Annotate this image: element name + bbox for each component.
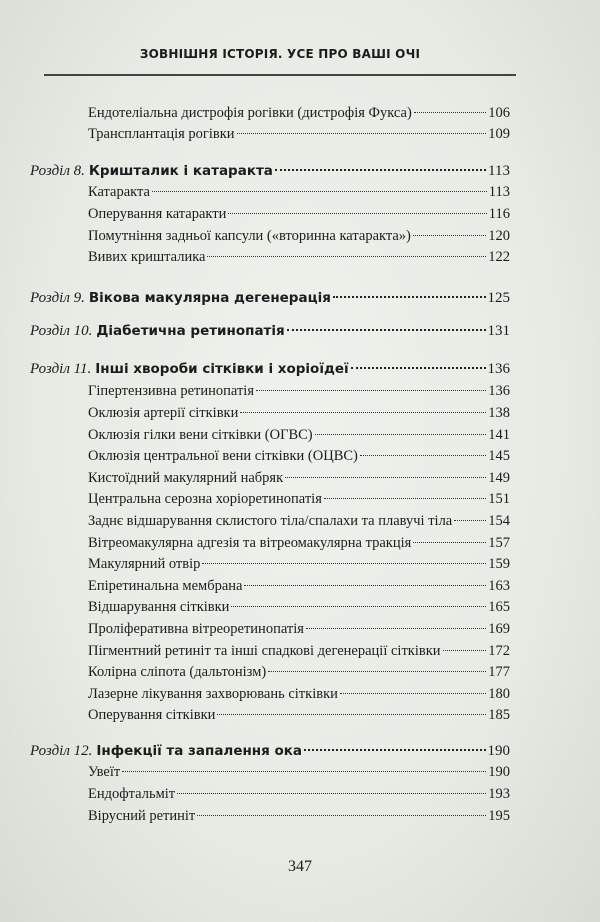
entry-title: Увеїт [88, 764, 121, 780]
page-number: 347 [288, 858, 312, 875]
entry-title: Помутніння задньої капсули («вторинна катаракта») [88, 228, 411, 244]
toc-chapter-entry [30, 360, 510, 378]
header-rule [44, 74, 516, 76]
entry-page: 190 [488, 764, 510, 780]
dot-leader [197, 815, 486, 816]
dot-leader [413, 235, 486, 236]
dot-leader [152, 191, 487, 192]
entry-page: 131 [487, 323, 510, 339]
dot-leader [351, 367, 486, 369]
dot-leader [306, 628, 486, 629]
toc-entry [88, 534, 510, 552]
toc-chapter-entry [30, 742, 510, 760]
dot-leader [122, 771, 486, 772]
dot-leader [231, 606, 486, 607]
entry-title: Оклюзія центральної вени сітківки (ОЦВС) [88, 448, 358, 464]
entry-page: 113 [488, 163, 510, 179]
dot-leader [333, 296, 486, 298]
dot-leader [177, 793, 486, 794]
dot-leader [256, 390, 486, 391]
entry-page: 116 [488, 206, 510, 222]
toc-entry [88, 807, 510, 825]
dot-leader [217, 714, 486, 715]
entry-page: 177 [488, 664, 510, 680]
running-header: ЗОВНІШНЯ ІСТОРІЯ. УСЕ ПРО ВАШІ ОЧІ [139, 47, 421, 61]
toc-chapter-entry [30, 289, 510, 307]
chapter-prefix: Розділ 10. [30, 323, 93, 339]
entry-title: Гіпертензивна ретинопатія [88, 383, 254, 399]
entry-page: 120 [488, 228, 510, 244]
entry-page: 165 [488, 599, 510, 615]
chapter-title: Вікова макулярна дегенерація [88, 290, 331, 306]
toc-entry [88, 183, 510, 201]
dot-leader [237, 133, 487, 134]
entry-title: Оклюзія гілки вени сітківки (ОГВС) [88, 427, 313, 443]
toc-entry [88, 577, 510, 595]
dot-leader [202, 563, 486, 564]
toc-entry [88, 382, 510, 400]
toc-entry [88, 104, 510, 122]
dot-leader [304, 749, 485, 751]
entry-page: 169 [488, 621, 510, 637]
dot-leader [360, 455, 486, 456]
entry-title: Вивих кришталика [88, 249, 206, 265]
entry-page: 185 [488, 707, 510, 723]
toc-chapter-entry [30, 322, 510, 340]
dot-leader [244, 585, 486, 586]
dot-leader [340, 693, 486, 694]
dot-leader [414, 112, 486, 113]
entry-title: Оперування катаракти [88, 206, 227, 222]
entry-page: 136 [487, 361, 510, 377]
entry-page: 141 [488, 427, 510, 443]
entry-page: 159 [488, 556, 510, 572]
toc-chapter-entry [30, 162, 510, 180]
entry-title: Лазерне лікування захворювань сітківки [88, 686, 338, 702]
toc-entry [88, 785, 510, 803]
entry-page: 106 [488, 105, 510, 121]
dot-leader [268, 671, 486, 672]
toc-entry [88, 447, 510, 465]
dot-leader [285, 477, 486, 478]
entry-title: Макулярний отвір [88, 556, 201, 572]
toc-entry [88, 663, 510, 681]
entry-page: 180 [488, 686, 510, 702]
entry-page: 172 [488, 643, 510, 659]
toc-entry [88, 248, 510, 266]
toc-entry [88, 227, 510, 245]
toc-entry [88, 598, 510, 616]
toc-entry [88, 426, 510, 444]
entry-page: 163 [488, 578, 510, 594]
entry-page: 136 [488, 383, 510, 399]
chapter-prefix: Розділ 9. [30, 290, 85, 306]
entry-title: Вірусний ретиніт [88, 808, 196, 824]
chapter-prefix: Розділ 8. [30, 163, 85, 179]
entry-title: Епіретинальна мембрана [88, 578, 243, 594]
toc-entry [88, 512, 510, 530]
toc-entry [88, 490, 510, 508]
entry-title: Вітреомакулярна адгезія та вітреомакулярна тракція [88, 535, 412, 551]
entry-title: Центральна серозна хоріоретинопатія [88, 491, 322, 507]
toc-entry [88, 205, 510, 223]
dot-leader [315, 434, 487, 435]
entry-title: Кистоїдний макулярний набряк [88, 470, 284, 486]
chapter-title: Кришталик і катаракта [88, 163, 273, 179]
entry-title: Ендофтальміт [88, 786, 176, 802]
toc-entry [88, 404, 510, 422]
entry-title: Оперування сітківки [88, 707, 216, 723]
chapter-title: Інфекції та запалення ока [96, 743, 303, 759]
chapter-prefix: Розділ 11. [30, 361, 92, 377]
chapter-prefix: Розділ 12. [30, 743, 93, 759]
entry-page: 151 [488, 491, 510, 507]
entry-page: 193 [488, 786, 510, 802]
toc-entry [88, 555, 510, 573]
entry-title: Відшарування сітківки [88, 599, 230, 615]
entry-page: 138 [488, 405, 510, 421]
dot-leader [207, 256, 486, 257]
toc-entry [88, 706, 510, 724]
dot-leader [324, 498, 486, 499]
dot-leader [454, 520, 486, 521]
dot-leader [287, 329, 486, 331]
entry-page: 149 [488, 470, 510, 486]
dot-leader [275, 169, 486, 171]
entry-page: 190 [487, 743, 510, 759]
entry-title: Катаракта [88, 184, 150, 200]
entry-page: 157 [488, 535, 510, 551]
toc-entry [88, 763, 510, 781]
toc-entry [88, 642, 510, 660]
entry-title: Проліферативна вітреоретинопатія [88, 621, 304, 637]
entry-title: Трансплантація рогівки [88, 126, 235, 142]
entry-page: 125 [487, 290, 510, 306]
entry-title: Оклюзія артерії сітківки [88, 405, 239, 421]
entry-page: 109 [488, 126, 510, 142]
entry-page: 113 [488, 184, 510, 200]
toc-entry [88, 685, 510, 703]
entry-page: 154 [488, 513, 510, 529]
entry-title: Пігментний ретиніт та інші спадкові дегенерації сітківки [88, 643, 441, 659]
toc-entry [88, 620, 510, 638]
chapter-title: Інші хвороби сітківки і хоріоїдеї [95, 361, 349, 377]
toc-entry [88, 125, 510, 143]
entry-title: Колірна сліпота (дальтонізм) [88, 664, 267, 680]
dot-leader [413, 542, 486, 543]
entry-title: Заднє відшарування склистого тіла/спалахи та плавучі тіла [88, 513, 453, 529]
dot-leader [228, 213, 486, 214]
dot-leader [240, 412, 486, 413]
entry-page: 145 [488, 448, 510, 464]
entry-page: 195 [488, 808, 510, 824]
chapter-title: Діабетична ретинопатія [96, 323, 285, 339]
toc-entry [88, 469, 510, 487]
entry-page: 122 [488, 249, 510, 265]
dot-leader [443, 650, 487, 651]
entry-title: Ендотеліальна дистрофія рогівки (дистрофія Фукса) [88, 105, 412, 121]
